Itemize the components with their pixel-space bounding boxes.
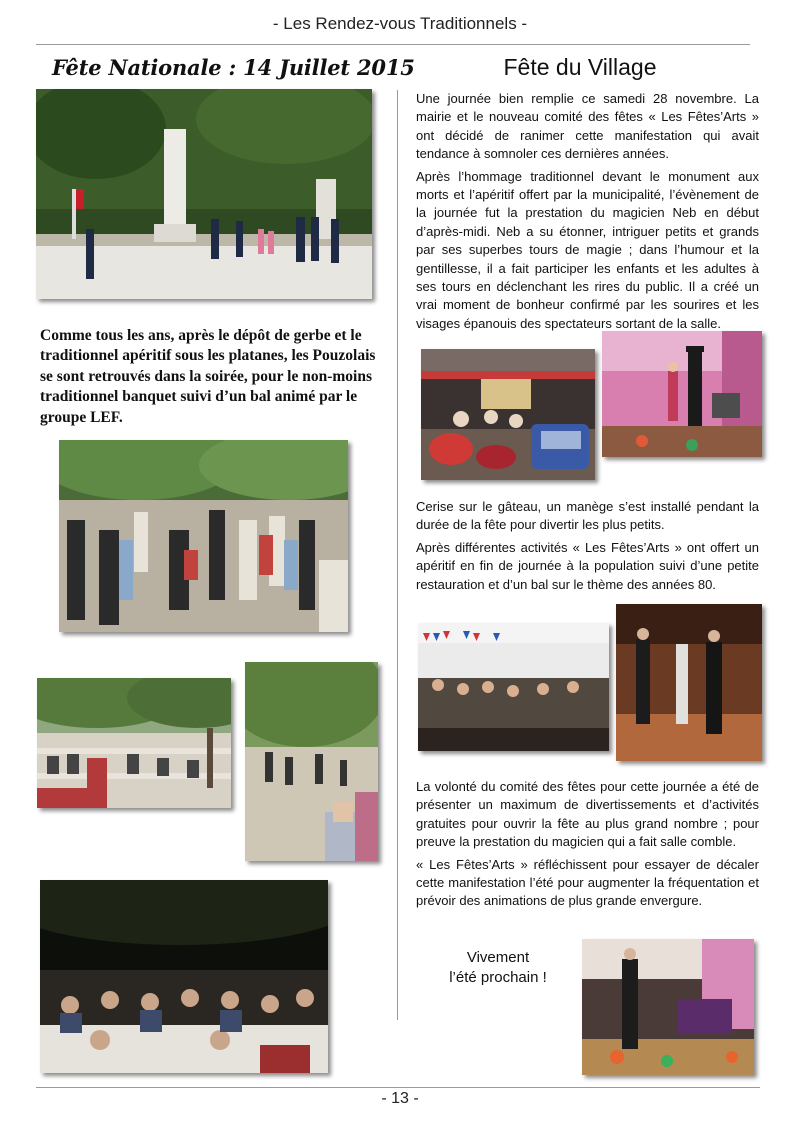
- article-text-part1: [416, 90, 759, 337]
- header-title: - Les Rendez-vous Traditionnels -: [272, 14, 528, 33]
- footer-rule: [36, 1087, 760, 1088]
- intro-text: Comme tous les ans, après le dépôt de gerbe et le traditionnel apéritif sous les platanes, les Pouzolais se sont retrouvés dans la soirée, pour le non-moins traditionnel banquet suivi d’un bal animé par le groupe LEF.: [40, 327, 376, 426]
- closing-text: [418, 948, 578, 988]
- paragraph-magician: Après l’hommage traditionnel devant le monument aux morts et l’apéritif offert par la municipalité, l’évènement de la journée fut la prestation du magicien Neb en début d’après-midi. Neb a su étonner, intriguer petits et grands par ses superbes tours de magie ; dans l’humour et la gentillesse, il a fait participer les enfants et les adultes à ses tours en déclenchant les rires du public. Il a créé un vrai moment de bonheur confirmé par les sourires et les visages épanouis des spectateurs sortant de la salle.: [416, 168, 759, 331]
- article-text-part3: [416, 778, 759, 915]
- photo-magician-stage: [602, 331, 762, 457]
- photo-hall-audience: [418, 623, 609, 751]
- right-heading: Fête du Village: [503, 54, 657, 80]
- closing-line-1: Vivement: [466, 949, 530, 966]
- paragraph-intro: Une journée bien remplie ce samedi 28 novembre. La mairie et le nouveau comité des fêtes « Les Fêtes’Arts » ont décidé de ranimer cette manifestation qui avait tendance à somnoler ces dernières années.: [416, 91, 759, 162]
- paragraph-aperitif: Après différentes activités « Les Fêtes’Arts » ont offert un apéritif en fin de journée à la population suivi d’une petite restauration et d’un bal sur le thème des années 80.: [416, 539, 759, 592]
- photo-carousel: [421, 349, 595, 480]
- photo-banquet-day: [37, 678, 231, 808]
- photo-dancing-day: [245, 662, 378, 861]
- photo-ballroom: [616, 604, 762, 761]
- paragraph-future: « Les Fêtes’Arts » réfléchissent pour essayer de décaler cette manifestation l’été pour augmenter la fréquentation et prévoir des animations de plus grande envergure.: [416, 856, 759, 909]
- page-number: - 13 -: [381, 1090, 419, 1107]
- photo-crowd-platanes: [59, 440, 348, 632]
- photo-banquet-night: [40, 880, 328, 1073]
- article-text-part2: [416, 498, 759, 598]
- left-heading: Fête Nationale : 14 Juillet 2015: [52, 55, 415, 80]
- photo-monument-ceremony: [36, 89, 372, 299]
- paragraph-goal: La volonté du comité des fêtes pour cette journée a été de présenter un maximum de divertissements et d’activités gratuites pour ouvrir la fête au plus grand nombre ; pour preuve la prestation du magicien qui a fait salle comble.: [416, 779, 759, 850]
- paragraph-carousel: Cerise sur le gâteau, un manège s’est installé pendant la durée de la fête pour divertir les plus petits.: [416, 499, 759, 533]
- header-rule: [36, 44, 750, 45]
- column-divider: [397, 90, 398, 1020]
- photo-magician-show: [582, 939, 754, 1075]
- closing-line-2: l’été prochain !: [449, 969, 547, 986]
